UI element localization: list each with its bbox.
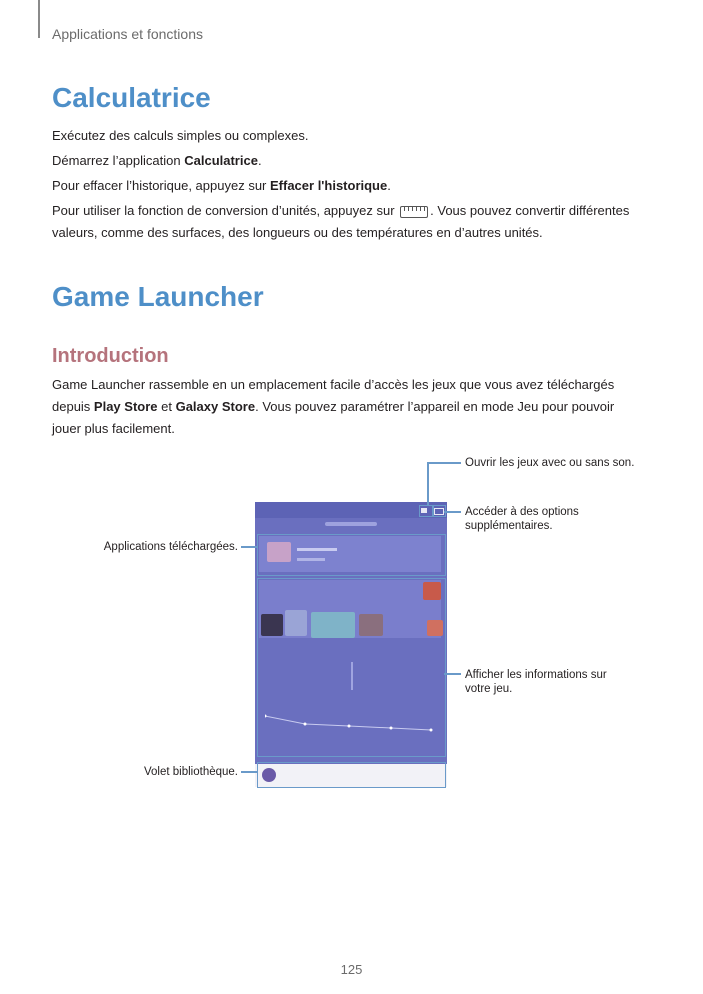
library-highlight xyxy=(257,762,446,788)
info-line xyxy=(444,673,461,675)
section-header: Applications et fonctions xyxy=(52,26,203,42)
ruler-icon xyxy=(400,206,428,218)
options-line xyxy=(444,511,461,513)
play-store-label: Play Store xyxy=(93,399,158,414)
tablet-title-bar xyxy=(325,522,377,526)
sound-callout: Ouvrir les jeux avec ou sans son. xyxy=(465,457,635,469)
game-launcher-title: Game Launcher xyxy=(52,281,264,312)
apps-callout: Applications téléchargées. xyxy=(103,541,238,553)
sound-line-v xyxy=(427,462,429,506)
game-info-highlight xyxy=(257,578,446,757)
library-line xyxy=(241,771,257,773)
calc-line-1: Exécutez des calculs simples ou complexes. xyxy=(52,128,309,143)
sound-highlight xyxy=(419,505,433,517)
info-callout: Afficher les informations sur votre jeu. xyxy=(465,669,607,695)
calculatrice-title: Calculatrice xyxy=(52,82,211,113)
calc-line-4: Pour utiliser la fonction de conversion d’unités, appuyez sur . Vous pouvez convertir différentes valeurs, comme des surfaces, des longueurs ou des températures en d’autres unités. xyxy=(52,203,630,240)
page-number: 125 xyxy=(340,962,363,977)
options-callout: Accéder à des options supplémentaires. xyxy=(465,506,579,532)
game-intro-paragraph: Game Launcher rassemble en un emplacement facile d’accès les jeux que vous avez téléchargés depuis Play Store et Galaxy Store. Vous pouvez paramétrer l’appareil en mode Jeu pour pouvoir jouer plus facilement. xyxy=(52,377,615,436)
library-callout: Volet bibliothèque. xyxy=(144,766,238,778)
header-rule xyxy=(38,0,40,38)
calc-app-name: Calculatrice xyxy=(184,153,258,168)
introduction-heading: Introduction xyxy=(52,345,169,367)
calc-line-3: Pour effacer l’historique, appuyez sur Effacer l'historique. xyxy=(52,178,391,193)
galaxy-store-label: Galaxy Store xyxy=(175,399,256,414)
clear-history-label: Effacer l'historique xyxy=(270,178,388,193)
downloaded-apps-highlight xyxy=(257,534,446,576)
apps-line xyxy=(241,546,257,548)
calc-line-2: Démarrez l’application Calculatrice. xyxy=(52,153,262,168)
sound-line-h xyxy=(427,462,461,464)
